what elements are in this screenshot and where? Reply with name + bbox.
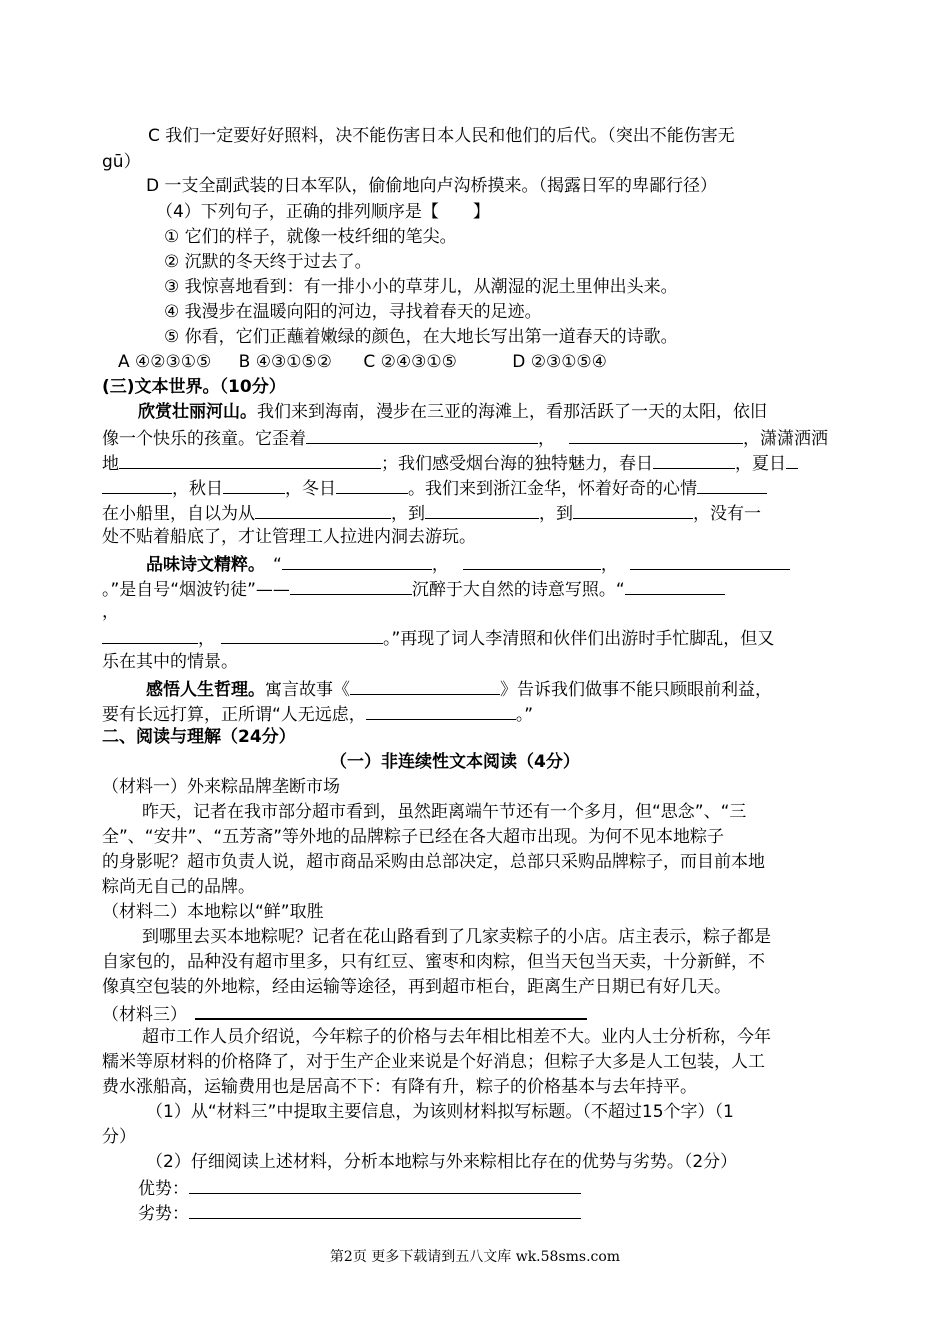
blank-input[interactable]	[102, 475, 172, 494]
disadvantage-row	[138, 1200, 581, 1226]
blank-input[interactable]	[290, 576, 412, 595]
s3-p2-text1c: ，	[600, 555, 618, 575]
s3-p1-text3b: ；我们感受烟台海的独特魅力，春日	[381, 454, 653, 474]
disadvantage-input[interactable]	[189, 1200, 581, 1219]
s3-p1-text5d: ，没有一	[693, 504, 761, 524]
s3-p1-text4b: ，冬日	[285, 479, 336, 499]
material3-line: 费水涨船高，运输费用也是居高不下：有降有升，粽子的价格基本与去年持平。	[102, 1077, 697, 1097]
material1-line: 的身影呢？超市负责人说，超市商品采购由总部决定，总部只采购品牌粽子，而目前本地	[102, 852, 765, 872]
advantage-input[interactable]	[189, 1175, 581, 1194]
material3-title: （材料三）	[102, 1005, 187, 1025]
s3-p3-label: 感悟人生哲理。	[146, 680, 265, 700]
s3-p2-line3: ，	[102, 602, 119, 622]
material1-title: （材料一）外来粽品牌垄断市场	[102, 777, 340, 797]
q4-item-2: ② 沉默的冬天终于过去了。	[164, 252, 372, 272]
s3-p3-line2	[102, 701, 533, 727]
material2-line: 自家包的，品种没有超市里多，只有红豆、蜜枣和肉粽，但当天包当天卖，十分新鲜，不	[102, 952, 765, 972]
material2-title: （材料二）本地粽以“鲜”取胜	[102, 902, 324, 922]
s3-p1-text2a: 像一个快乐的孩童。它歪着	[102, 429, 306, 449]
q4-option-d: D ②③①⑤④	[512, 352, 607, 372]
s3-p2-label: 品味诗文精粹。	[146, 555, 265, 575]
s3-p3-text2a: 要有长远打算，正所谓“人无远虑，	[102, 705, 366, 725]
material3-line: 糯米等原材料的价格降了，对于生产企业来说是个好消息；但粽子大多是人工包装，人工	[102, 1052, 765, 1072]
q1-line1: （1）从“材料三”中提取主要信息，为该则材料拟写标题。（不超过15个字）（1	[146, 1102, 734, 1122]
q4-item-5: ⑤ 你看，它们正蘸着嫩绿的颜色，在大地长写出第一道春天的诗歌。	[164, 327, 678, 347]
material2-line: 像真空包装的外地粽，经由运输等途径，再到超市柜台，距离生产日期已有好几天。	[102, 977, 731, 997]
material1-line: 粽尚无自己的品牌。	[102, 877, 255, 897]
s3-p2-text4b: 。”再现了词人李清照和伙伴们出游时手忙脚乱，但又	[383, 629, 775, 649]
blank-input[interactable]	[569, 425, 743, 444]
s3-p1-line2	[102, 425, 828, 451]
s3-p2-text4a: ，	[198, 629, 215, 649]
s3-p3-text1a: 寓言故事《	[265, 680, 350, 700]
s3-p1-label: 欣赏壮丽河山。	[138, 402, 257, 422]
s3-p2-line1	[146, 551, 790, 577]
q3-option-c-line1	[148, 124, 735, 148]
blank-input[interactable]	[786, 450, 798, 469]
s3-p1-line6: 处不贴着船底了，才让管理工人拉进内洞去游玩。	[102, 527, 476, 547]
section3-heading: (三)文本世界。（10分）	[102, 377, 286, 397]
blank-input[interactable]	[119, 450, 381, 469]
s3-p1-line4	[102, 475, 767, 501]
disadvantage-label: 劣势：	[138, 1204, 189, 1224]
s3-p3-text2b: 。”	[515, 705, 534, 725]
s3-p1-line1	[138, 400, 767, 424]
blank-input[interactable]	[366, 701, 516, 720]
s3-p1-text2c: ，潇潇洒洒	[743, 429, 828, 449]
s3-p1-text4c: 。我们来到浙江金华，怀着好奇的心情	[408, 479, 697, 499]
s3-p1-text4a: ，秋日	[172, 479, 223, 499]
s3-p1-line3	[102, 450, 798, 476]
advantage-label: 优势：	[138, 1179, 189, 1199]
q4-stem: （4）下列句子，正确的排列顺序是【 】	[156, 202, 490, 222]
blank-input[interactable]	[630, 551, 790, 570]
s3-p3-text1b: 》告诉我们做事不能只顾眼前利益，	[500, 680, 772, 700]
s3-p1-text5b: ，到	[391, 504, 425, 524]
s3-p2-line2	[102, 576, 725, 602]
q3-option-c-line2: gū）	[102, 152, 141, 172]
material3-title-line	[102, 1000, 587, 1027]
s3-p2-text1b: ，	[431, 555, 449, 575]
blank-input[interactable]	[697, 475, 767, 494]
s3-p1-text5a: 在小船里，自以为从	[102, 504, 255, 524]
s3-p2-text1a: “	[273, 555, 282, 575]
q4-option-c: C ②④③①⑤	[363, 352, 457, 372]
q3-option-c-text: C 我们一定要好好照料，决不能伤害日本人民和他们的后代。（突出不能伤害无	[148, 126, 735, 146]
material1-line: 昨天，记者在我市部分超市看到，虽然距离端午节还有一个多月，但“思念”、“三	[142, 802, 747, 822]
s3-p1-text3a: 地	[102, 454, 119, 474]
q2-line: （2）仔细阅读上述材料，分析本地粽与外来粽相比存在的优势与劣势。（2分）	[146, 1152, 738, 1172]
blank-input[interactable]	[425, 500, 539, 519]
s3-p1-line5	[102, 500, 761, 526]
q4-option-b: B ④③①⑤②	[238, 352, 332, 372]
s3-p2-line5: 乐在其中的情景。	[102, 652, 238, 672]
blank-input[interactable]	[255, 500, 391, 519]
blank-input[interactable]	[350, 676, 500, 695]
q3-option-d: D 一支全副武装的日本军队，偷偷地向卢沟桥摸来。（揭露日军的卑鄙行径）	[146, 176, 717, 196]
blank-input[interactable]	[102, 625, 198, 644]
blank-input[interactable]	[282, 551, 432, 570]
q4-item-1: ① 它们的样子，就像一枝纤细的笔尖。	[164, 227, 457, 247]
s3-p1-text3c: ，夏日	[735, 454, 786, 474]
material1-line: 全”、“安井”、“五芳斋”等外地的品牌粽子已经在各大超市出现。为何不见本地粽子	[102, 827, 725, 847]
part2-heading: 二、阅读与理解（24分）	[102, 727, 296, 747]
blank-input[interactable]	[336, 475, 408, 494]
part2-subheading: （一）非连续性文本阅读（4分）	[330, 752, 580, 772]
blank-input[interactable]	[625, 576, 725, 595]
s3-p1-text1: 我们来到海南，漫步在三亚的海滩上，看那活跃了一天的太阳，依旧	[257, 402, 767, 422]
s3-p3-line1	[146, 676, 772, 702]
q4-options	[118, 350, 607, 374]
advantage-row	[138, 1175, 581, 1201]
material3-line: 超市工作人员介绍说，今年粽子的价格与去年相比相差不大。业内人士分析称，今年	[142, 1027, 771, 1047]
blank-input[interactable]	[653, 450, 735, 469]
s3-p2-text2b: 沉醉于大自然的诗意写照。“	[411, 580, 625, 600]
q4-option-a: A ④②③①⑤	[118, 352, 212, 372]
s3-p1-text5c: ，到	[539, 504, 573, 524]
blank-input[interactable]	[221, 625, 383, 644]
s3-p1-text2b: ，	[538, 429, 555, 449]
q4-item-4: ④ 我漫步在温暖向阳的河边，寻找着春天的足迹。	[164, 302, 542, 322]
blank-input[interactable]	[463, 551, 601, 570]
s3-p2-line4	[102, 625, 774, 651]
blank-input[interactable]	[306, 425, 538, 444]
blank-input[interactable]	[223, 475, 285, 494]
s3-p2-text2a: 。”是自号“烟波钓徒”——	[102, 580, 290, 600]
blank-input[interactable]	[573, 500, 693, 519]
material3-title-blank[interactable]	[195, 1000, 587, 1020]
q1-line2: 分）	[102, 1127, 136, 1147]
material2-line: 到哪里去买本地粽呢？记者在花山路看到了几家卖粽子的小店。店主表示，粽子都是	[142, 927, 771, 947]
page-footer: 第2页 更多下载请到五八文库 wk.58sms.com	[329, 1249, 621, 1265]
q4-item-3: ③ 我惊喜地看到：有一排小小的草芽儿，从潮湿的泥土里伸出头来。	[164, 277, 678, 297]
